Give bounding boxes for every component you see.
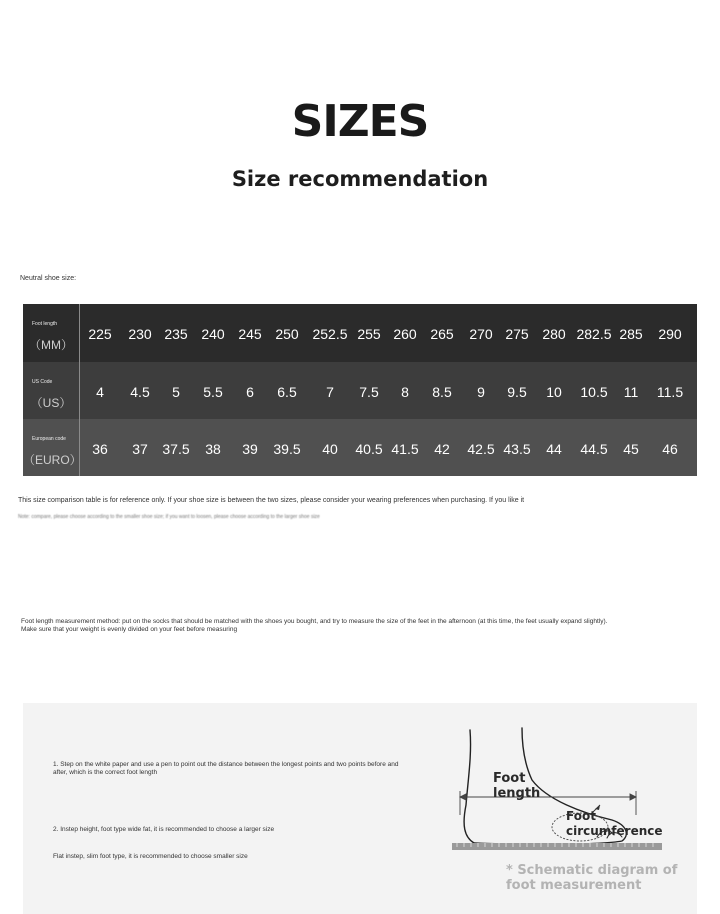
table-cell: 235 (164, 326, 188, 342)
table-cell: 41.5 (391, 441, 419, 457)
reference-note: This size comparison table is for reference only. If your shoe size is between the two sizes, please consider your wearing preferences when purchasing. If you like it (18, 497, 525, 504)
table-cell: 37 (132, 441, 148, 457)
page-subtitle: Size recommendation (231, 167, 489, 191)
table-cell: 45 (623, 441, 639, 457)
schematic-caption (506, 863, 677, 893)
table-cell: 37.5 (162, 441, 190, 457)
row-unit: （MM） (29, 338, 73, 352)
foot-circumference-label-line1: Foot (566, 809, 596, 823)
step-two: 2. Instep height, foot type wide fat, it is recommended to choose a larger size (53, 826, 275, 833)
table-cell: 5 (172, 384, 180, 400)
table-cell: 290 (658, 326, 682, 342)
table-cell: 230 (128, 326, 152, 342)
foot-circumference-label-line2: circumference (566, 824, 663, 838)
heel-outline (464, 730, 474, 843)
table-row-foot-length (23, 304, 697, 362)
row-label: European code (32, 436, 66, 442)
neutral-size-label: Neutral shoe size: (20, 275, 77, 282)
table-cell: 9 (477, 384, 485, 400)
foot-length-label (493, 771, 540, 801)
length-arrow-right (630, 794, 636, 800)
table-cell: 44.5 (580, 441, 608, 457)
table-cell: 240 (201, 326, 225, 342)
foot-circumference-label (566, 809, 663, 839)
table-cell: 40.5 (355, 441, 383, 457)
table-cell: 11.5 (656, 384, 684, 400)
table-cell: 4 (96, 384, 104, 400)
table-cell: 43.5 (503, 441, 531, 457)
row-cells (80, 304, 697, 362)
table-cell: 4.5 (130, 384, 150, 400)
table-cell: 225 (88, 326, 112, 342)
table-cell: 5.5 (203, 384, 223, 400)
row-label: Foot length (32, 321, 58, 327)
ruler (452, 843, 662, 850)
table-cell: 252.5 (312, 326, 348, 342)
length-arrow-left (460, 794, 466, 800)
table-cell: 260 (393, 326, 417, 342)
table-cell: 255 (357, 326, 381, 342)
table-cell: 275 (505, 326, 529, 342)
row-unit: （US） (30, 396, 72, 410)
table-cell: 40 (322, 441, 338, 457)
table-cell: 8 (401, 384, 409, 400)
step-three: Flat instep, slim foot type, it is recommended to choose smaller size (53, 853, 248, 860)
schematic-caption-line2: foot measurement (506, 878, 642, 893)
table-cell: 282.5 (576, 326, 612, 342)
table-cell: 8.5 (432, 384, 452, 400)
table-cell: 245 (238, 326, 262, 342)
schematic-caption-line1: * Schematic diagram of (506, 863, 678, 878)
table-row-us-code (23, 362, 697, 419)
step-one: 1. Step on the white paper and use a pen to point out the distance between the longest points and two points before and after, which is the correct foot length (53, 761, 399, 776)
foot-length-label-line1: Foot (493, 771, 526, 786)
row-header (23, 362, 80, 419)
reference-note-secondary: Note: compare, please choose according to the smaller shoe size; if you want to loosen, please choose according to the larger shoe size (18, 514, 320, 520)
table-cell: 6.5 (277, 384, 297, 400)
row-cells (80, 362, 697, 419)
table-cell: 39.5 (273, 441, 301, 457)
row-cells (80, 419, 697, 476)
table-cell: 265 (430, 326, 454, 342)
table-cell: 9.5 (507, 384, 527, 400)
table-cell: 10.5 (580, 384, 608, 400)
row-header (23, 304, 80, 362)
table-cell: 39 (242, 441, 258, 457)
table-cell: 46 (662, 441, 678, 457)
table-cell: 7.5 (359, 384, 379, 400)
table-cell: 6 (246, 384, 254, 400)
row-label: US Code (32, 379, 53, 385)
size-table (23, 304, 697, 476)
measurement-method: Foot length measurement method: put on the socks that should be matched with the shoes you bought, and try to measure the size of the feet in the afternoon (at this time, the feet usually expand slightly). Make sure that your weight is evenly divided on your feet before measuring (21, 618, 608, 633)
row-header (23, 419, 80, 476)
table-cell: 7 (326, 384, 334, 400)
table-cell: 285 (619, 326, 643, 342)
table-cell: 270 (469, 326, 493, 342)
table-cell: 11 (623, 384, 639, 400)
table-cell: 42.5 (467, 441, 495, 457)
row-unit: （EURO） (23, 453, 82, 467)
table-cell: 36 (92, 441, 108, 457)
table-cell: 250 (275, 326, 299, 342)
foot-length-label-line2: length (493, 786, 541, 801)
table-cell: 10 (546, 384, 562, 400)
table-cell: 38 (205, 441, 221, 457)
page-title: SIZES (291, 96, 429, 147)
table-row-european-code (23, 419, 697, 476)
table-cell: 44 (546, 441, 562, 457)
table-cell: 42 (434, 441, 450, 457)
table-cell: 280 (542, 326, 566, 342)
foot-diagram (452, 725, 672, 865)
